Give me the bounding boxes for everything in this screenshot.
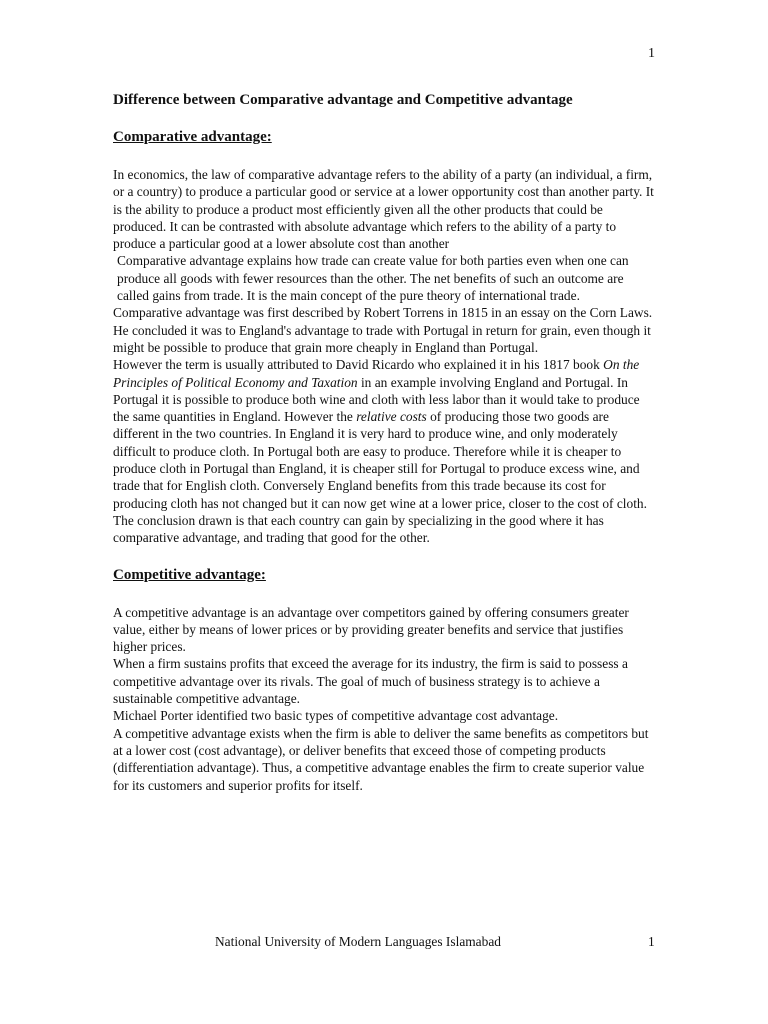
comparative-paragraph-4 [113, 356, 658, 546]
comparative-p4-text-a: However the term is usually attributed to David Ricardo who explained it in his 1817 book [113, 357, 604, 373]
document-body [113, 92, 658, 794]
section-heading-competitive: Competitive advantage: [113, 566, 266, 583]
comparative-p4-text-c: of producing those two goods are different in the two countries. In England it is very hard to produce wine, and only moderately difficult to produce cloth. In Portugal both are easy to produce. Therefore while it is cheaper to produce cloth in Portugal than England, it is cheaper still for Portugal to produce excess wine, and trade that for English cloth. Conversely England benefits from this trade because its cost for producing cloth has not changed but it can now get wine at a lower price, closer to the cost of cloth. The conclusion drawn is that each country can gain by specializing in the good where it has comparative advantage, and trading that good for the other. [113, 409, 647, 546]
competitive-paragraph-1: A competitive advantage is an advantage over competitors gained by offering consumers greater value, either by means of lower prices or by providing greater benefits and service that justifies higher prices. [113, 604, 629, 655]
footer-page-number: 1 [648, 934, 655, 949]
book-title-italic: On the Principles of Political Economy and Taxation [113, 357, 640, 390]
competitive-paragraph-4: A competitive advantage exists when the firm is able to deliver the same benefits as competitors but at a lower cost (cost advantage), or deliver benefits that exceed those of competing products (differentiation advantage). Thus, a competitive advantage enables the firm to create superior value for its customers and superior profits for itself. [113, 725, 649, 793]
header-page-number: 1 [648, 46, 655, 61]
comparative-paragraph-1: In economics, the law of comparative advantage refers to the ability of a party (an individual, a firm, or a country) to produce a particular good or service at a lower opportunity cost than another party. It is the ability to produce a product most efficiently given all the other products that could be produced. It can be contrasted with absolute advantage which refers to the ability of a party to produce a particular good at a lower absolute cost than another [113, 167, 654, 252]
section-spacer [113, 547, 658, 567]
relative-costs-italic: relative costs [356, 409, 427, 425]
competitive-paragraph-2: When a firm sustains profits that exceed the average for its industry, the firm is said to possess a competitive advantage over its rivals. The goal of much of business strategy is to achieve a sustainable competitive advantage. [113, 656, 628, 707]
comparative-paragraph-3: Comparative advantage was first described by Robert Torrens in 1815 in an essay on the Corn Laws. He concluded it was to England's advantage to trade with Portugal in return for grain, even though it might be possible to produce that grain more cheaply in England than Portugal. [113, 305, 653, 355]
footer-institution: National University of Modern Languages Islamabad [215, 934, 501, 949]
document-title: Difference between Comparative advantage and Competitive advantage [113, 92, 573, 108]
competitive-paragraph-3: Michael Porter identified two basic types of competitive advantage cost advantage. [113, 708, 559, 724]
comparative-paragraph-2: Comparative advantage explains how trade can create value for both parties even when one can produce all goods with fewer resources than the other. The net benefits of such an outcome are called gains from trade. It is the main concept of the pure theory of international trade. [117, 253, 629, 304]
section-heading-comparative: Comparative advantage: [113, 129, 272, 145]
comparative-p4-text-b: in an example involving England and Portugal. In Portugal it is possible to produce both wine and cloth with less labor than it would take to produce the same quantities in England. However the [113, 374, 640, 425]
